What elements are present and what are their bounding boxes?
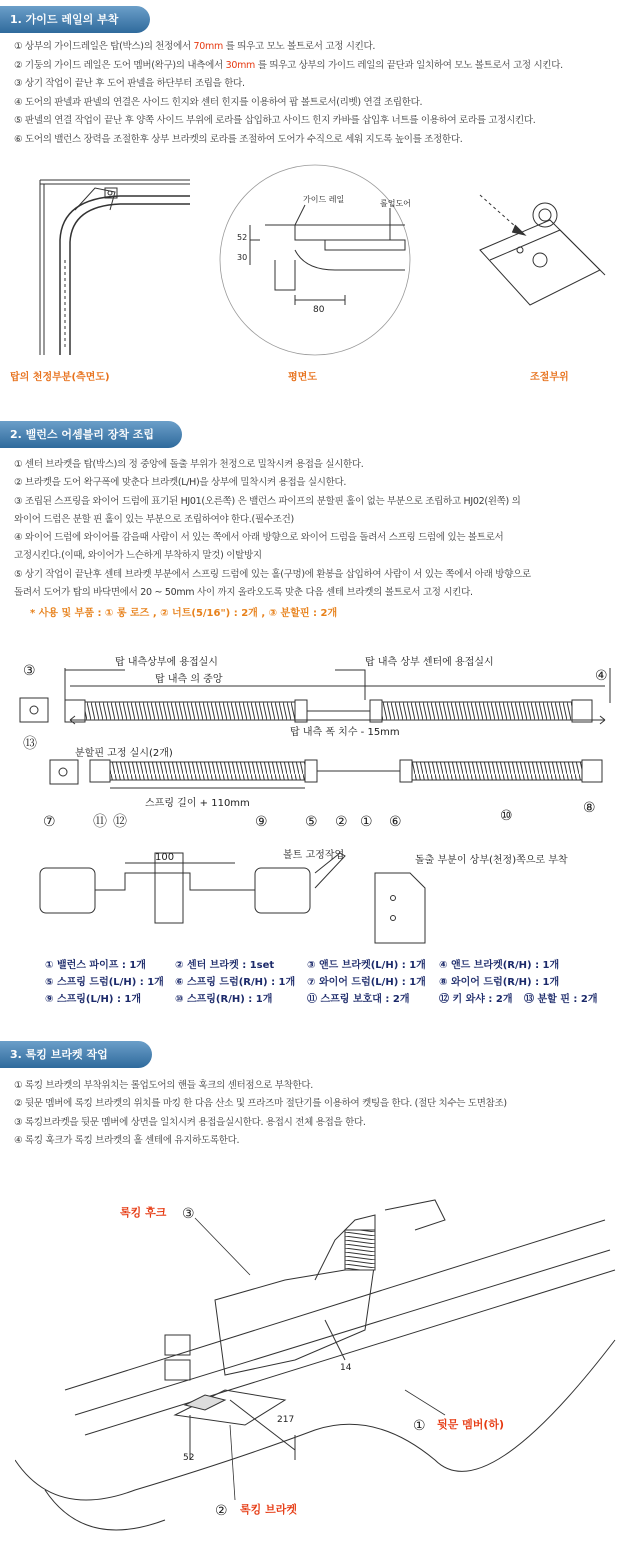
section1-step: ② 기둥의 가이드 레일은 도어 멤버(왁구)의 내측에서 30mm 를 띄우고 상부의 가이드 레일의 끝단과 일치하여 모노 볼트로서 고정 시킨다. [14, 59, 563, 71]
section1-title: 1. 가이드 레일의 부착 [0, 6, 150, 33]
callout-1: ① [360, 814, 373, 830]
top-view-figure [215, 160, 415, 360]
part-item: ⑬ 분할 핀 : 2개 [524, 994, 598, 1005]
balance-assembly-figure [15, 648, 625, 948]
part-item: ⑫ 키 와샤 : 2개 [439, 994, 513, 1005]
section3-steps [14, 1077, 507, 1151]
part-item: ⑥ 스프링 드럼(R/H) : 1개 [175, 977, 296, 988]
callout-3: ③ [23, 663, 36, 679]
callout-7: ⑦ [43, 814, 56, 830]
label-center: 탑 내측 의 중앙 [155, 674, 223, 685]
part-item: ⑦ 와이어 드럼(L/H) : 1개 [307, 977, 426, 988]
callout-12: ⑫ [113, 814, 127, 830]
section2-step: ② 브라켓을 도어 왁구폭에 맞춘다 브라켓(L/H)을 상부에 밀착시켜 용접을 실시한다. [14, 477, 347, 489]
section2-step: ③ 조립된 스프링을 와이어 드럼에 표기된 HJ01(오른쪽) 은 밸런스 파이프의 분할핀 홀이 없는 부분으로 조립하고 HJ02(왼쪽) 의 [14, 495, 521, 507]
callout-8: ⑧ [583, 800, 596, 816]
section3-step: ④ 록킹 훅크가 록킹 브라켓의 홀 센테에 유지하도록한다. [14, 1135, 240, 1147]
locking-bracket-figure [15, 1160, 625, 1555]
section2-step: ① 센터 브라켓을 탑(박스)의 정 중앙에 돌출 부위가 천정으로 밀착시켜 용접을 실시한다. [14, 459, 364, 470]
part-item: ⑤ 스프링 드럼(L/H) : 1개 [45, 977, 164, 988]
part-item: ① 밸런스 파이프 : 1개 [45, 960, 146, 971]
dim-14: 14 [340, 1363, 352, 1373]
section1-steps [14, 38, 563, 150]
section2-steps [14, 456, 531, 602]
part-item: ④ 앤드 브라켓(R/H) : 1개 [439, 960, 560, 971]
dim-52b: 52 [183, 1453, 195, 1463]
section2-step: 돌려서 도어가 탑의 바닥면에서 20 ~ 50mm 사이 까지 올라오도록 맞춘 다음 센테 브라켓의 볼트로서 고정 시킨다. [14, 587, 473, 599]
callout-9: ⑨ [255, 814, 268, 830]
part-item: ⑪ 스프링 보호대 : 2개 [307, 994, 410, 1005]
callout-11: ⑪ [93, 814, 107, 830]
caption-top-view: 평면도 [288, 372, 317, 383]
side-view-figure [20, 170, 200, 355]
section2-step: 와이어 드럼은 분할 핀 홀이 있는 부분으로 조립하여야 한다.(필수조건) [14, 513, 294, 525]
dim-52: 52 [237, 233, 248, 242]
part-item: ⑧ 와이어 드럼(R/H) : 1개 [439, 977, 560, 988]
callout-13: ⑬ [23, 736, 37, 752]
section3-step: ② 뒷문 멤버에 록킹 브라켓의 위치를 마킹 한 다음 산소 및 프라즈마 절단기를 이용하여 켓팅을 한다. (절단 치수는 도면참조) [14, 1098, 507, 1110]
guide-rail-label: 가이드 레일 [303, 195, 345, 204]
parts-list [45, 957, 598, 1008]
callout-hook-3: ③ [182, 1206, 195, 1222]
callout-6: ⑥ [389, 814, 402, 830]
section1-step: ① 상부의 가이드레일은 탑(박스)의 천정에서 70mm 를 띄우고 모노 볼트로서 고정 시킨다. [14, 41, 376, 52]
section1-step: ③ 상기 작업이 끝난 후 도어 판넬을 하단부터 조립을 한다. [14, 78, 245, 90]
callout-4: ④ [595, 668, 608, 684]
label-width: 탑 내측 폭 치수 - 15mm [290, 727, 400, 738]
section2-step: ④ 와이어 드럼에 와이어를 감을때 사람이 서 있는 쪽에서 아래 방향으로 와이어 드럼을 돌려서 스프링 드럼에 있는 볼트로서 [14, 532, 504, 544]
callout-10: ⑩ [500, 808, 513, 824]
label-locking-hook: 록킹 후크 [120, 1206, 167, 1219]
dim-30: 30 [237, 253, 248, 262]
part-item: ② 센터 브라켓 : 1set [175, 960, 275, 971]
section1-step: ⑥ 도어의 밸런스 장력을 조절한후 상부 브라켓의 로라를 조절하여 도어가 수직으로 세워 지도록 높이를 조정한다. [14, 133, 463, 145]
label-pin: 분할핀 고정 실시(2개) [75, 748, 173, 759]
caption-side-view: 탑의 천정부분(측면도) [10, 372, 110, 383]
section3-step: ① 록킹 브라켓의 부착위치는 롤업도어의 핸들 훅크의 센터점으로 부착한다. [14, 1080, 314, 1091]
label-dim-100: 100 [155, 852, 175, 863]
part-item: ③ 앤드 브라켓(L/H) : 1개 [307, 960, 426, 971]
label-rear-member: 뒷문 멤버(하) [437, 1418, 505, 1431]
caption-adjustment: 조절부위 [530, 372, 569, 383]
label-protrude: 돌출 부분이 상부(천정)쪽으로 부착 [415, 855, 568, 866]
section2-title: 2. 밸런스 어셈블리 장착 조립 [0, 421, 182, 448]
callout-bracket-2: ② [215, 1503, 228, 1519]
section1-step: ④ 도어의 판넬과 판넬의 연결은 사이드 힌지와 센터 힌지를 이용하여 팝 볼트로서(리벳) 연결 조립한다. [14, 96, 423, 108]
part-item: ⑩ 스프링(R/H) : 1개 [175, 994, 273, 1005]
rollup-door-label: 롤업도어 [380, 199, 411, 208]
adjustment-figure [470, 180, 620, 320]
label-top-center-weld: 탑 내측 상부 센터에 용접실시 [365, 657, 494, 668]
label-top-weld: 탑 내측상부에 용접실시 [115, 657, 218, 668]
part-item: ⑨ 스프링(L/H) : 1개 [45, 994, 142, 1005]
callout-5: ⑤ [305, 814, 318, 830]
section3-step: ③ 록킹브라켓을 뒷문 멤버에 상면을 일치시켜 용접을실시한다. 용접시 전체 용접을 한다. [14, 1116, 366, 1128]
dim-217: 217 [277, 1415, 295, 1425]
label-spring-length: 스프링 길이 + 110mm [145, 798, 250, 809]
callout-member-1: ① [413, 1418, 426, 1434]
section1-step: ⑤ 판넬의 연결 작업이 끝난 후 양쪽 사이드 부위에 로라를 삽입하고 사이드 힌지 카바를 삽입후 너트를 이용하여 로라를 고정시킨다. [14, 115, 536, 127]
dim-80: 80 [313, 305, 325, 315]
label-bolt: 볼트 고정작업 [283, 850, 345, 861]
section3-title: 3. 록킹 브라켓 작업 [0, 1041, 152, 1068]
callout-2: ② [335, 814, 348, 830]
section2-step: 고정시킨다.(이때, 와이어가 느슨하게 부착하지 말것) 이탈방지 [14, 550, 262, 562]
label-locking-bracket: 록킹 브라켓 [240, 1503, 297, 1516]
section2-step: ⑤ 상기 작업이 끝난후 센테 브라켓 부분에서 스프링 드럼에 있는 홀(구멍)에 환봉을 삽입하여 사람이 서 있는 쪽에서 아래 방향으로 [14, 568, 531, 580]
parts-used-note: * 사용 및 부품 : ① 롱 로즈 , ② 너트(5/16") : 2개 , ③ 분할핀 : 2개 [30, 608, 338, 619]
